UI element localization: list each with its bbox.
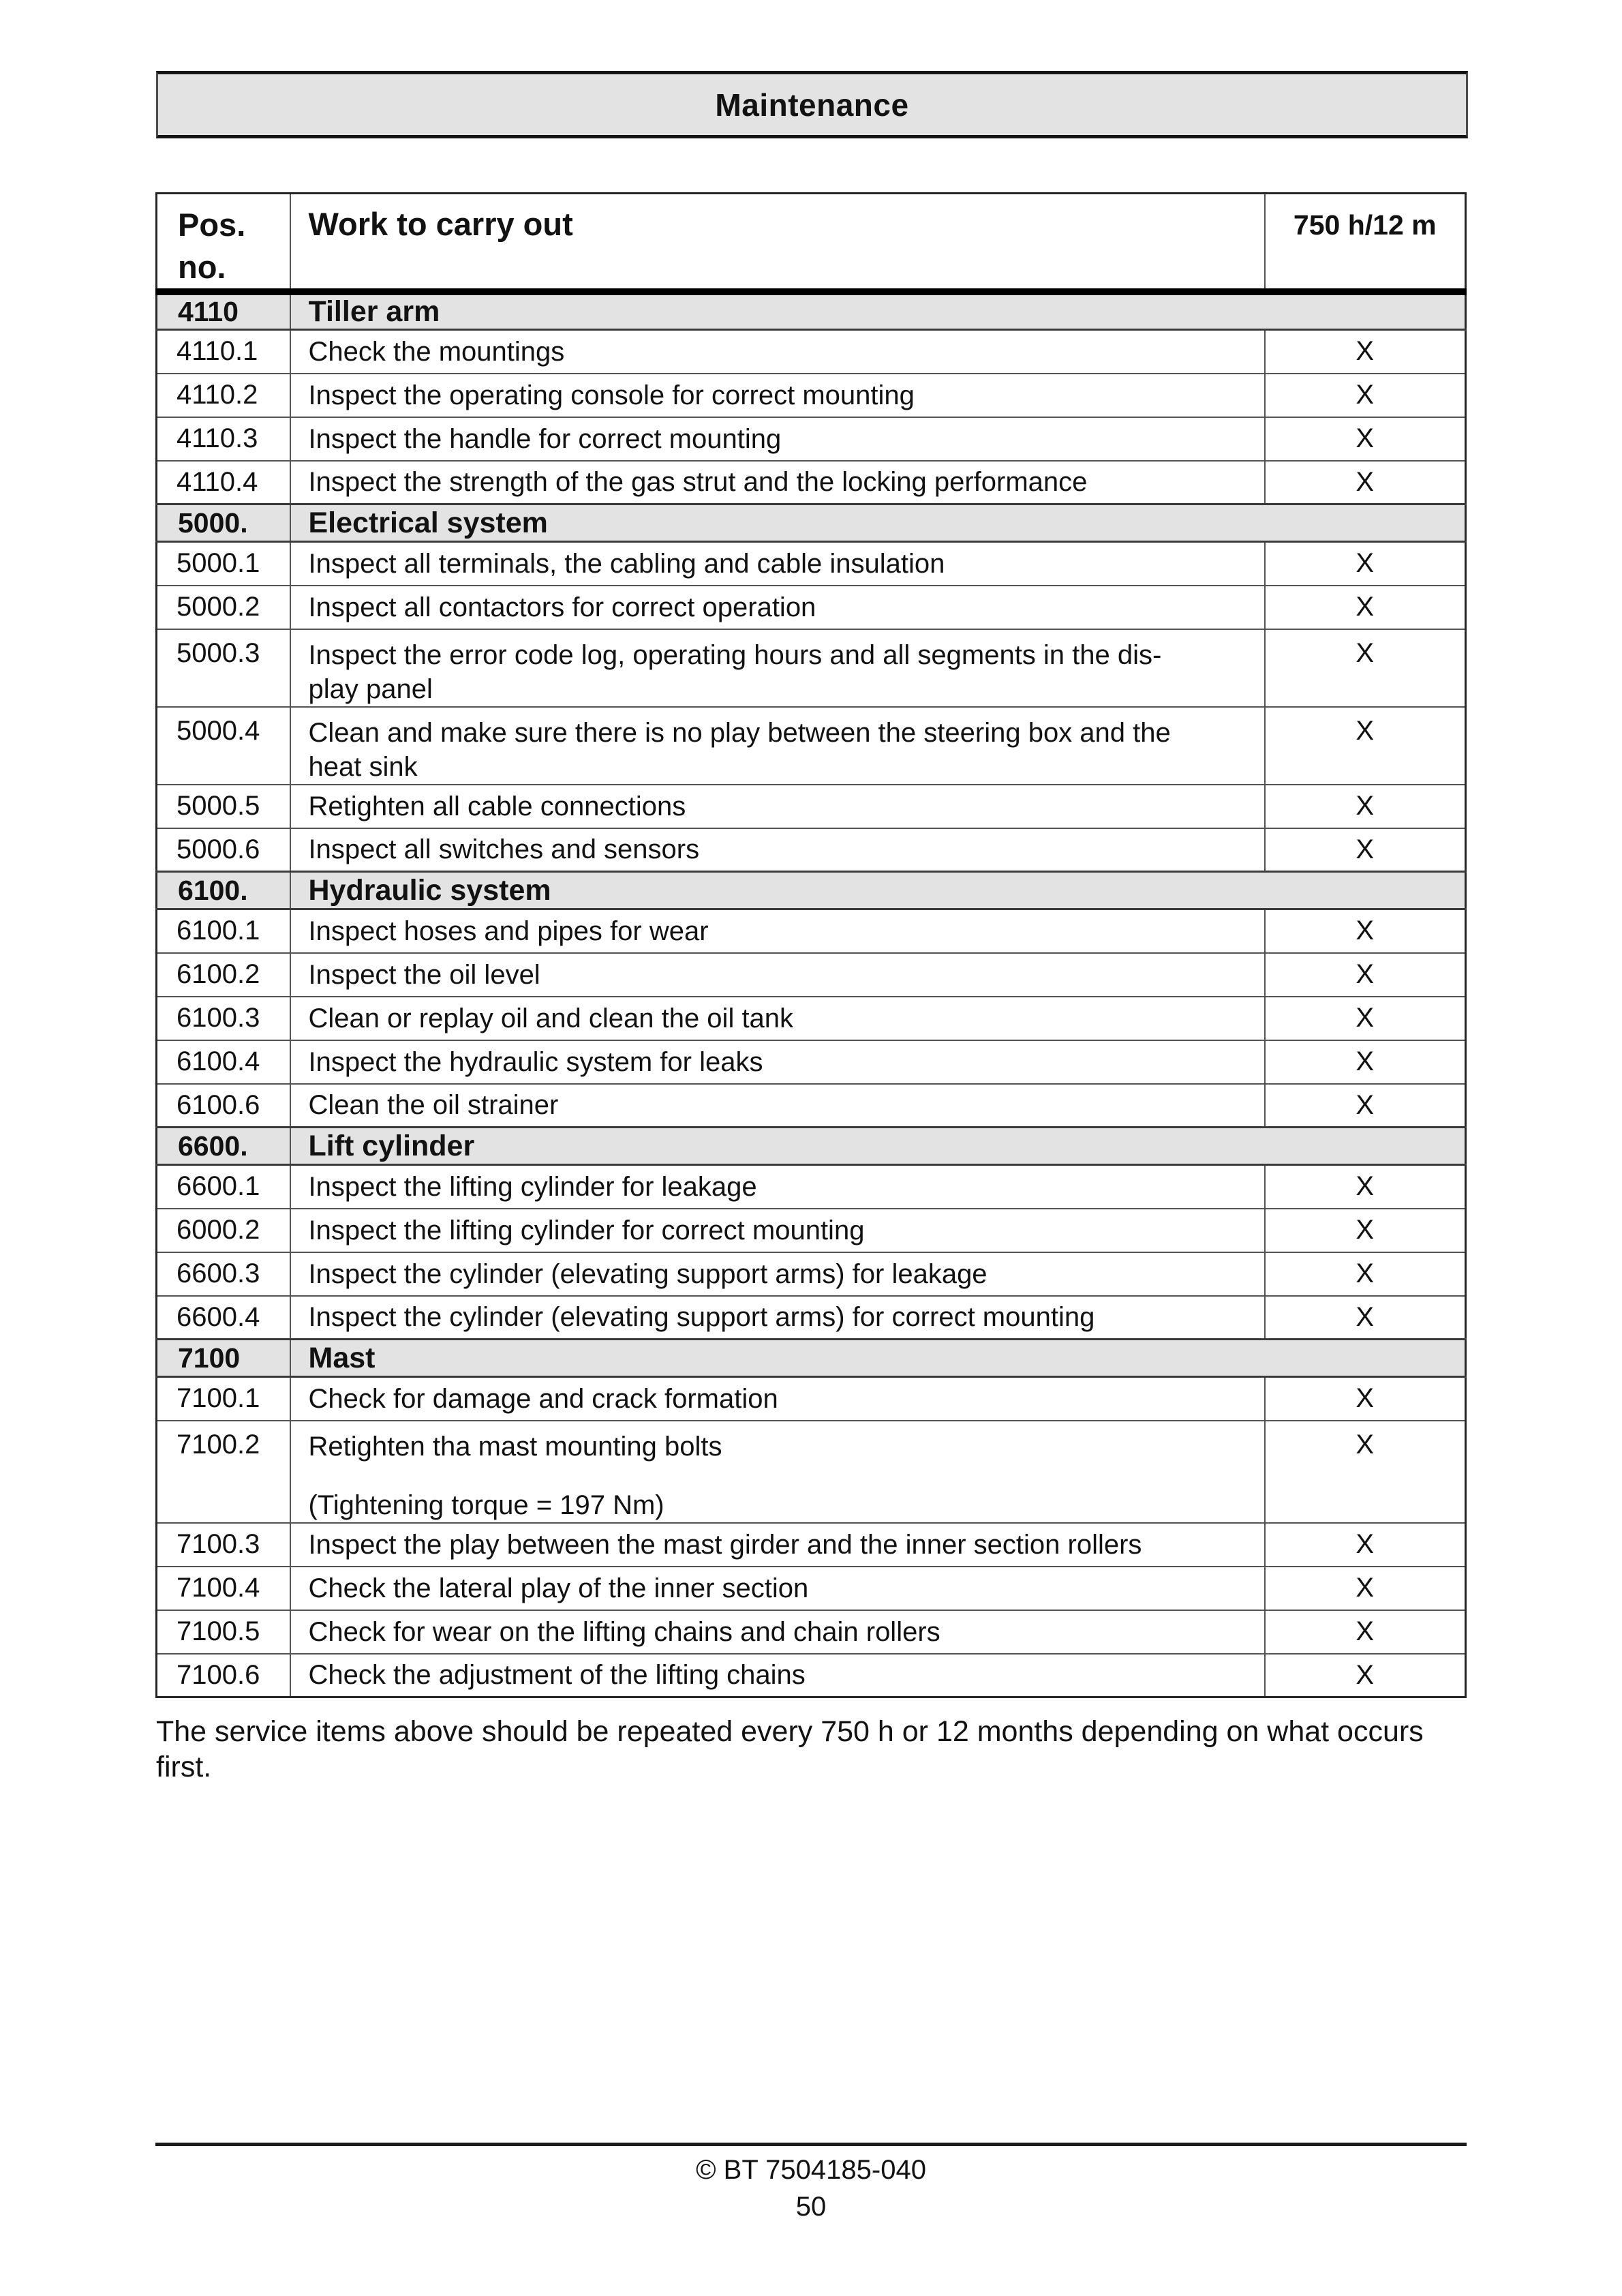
task-row — [157, 1040, 1466, 1084]
footer-copyright: © BT 7504185-040 — [696, 2155, 926, 2185]
task-description: Check the lateral play of the inner section — [290, 1567, 1265, 1610]
section-pos-no: 4110 — [157, 292, 290, 330]
task-pos-no: 7100.3 — [157, 1523, 290, 1567]
task-pos-no: 5000.1 — [157, 542, 290, 586]
task-description-line: Clean and make sure there is no play between the steering box and the — [308, 717, 1171, 748]
column-header-work: Work to carry out — [290, 194, 1265, 292]
task-row — [157, 542, 1466, 586]
task-description: Check the mountings — [290, 330, 1265, 374]
task-pos-no: 5000.2 — [157, 586, 290, 629]
interval-mark: X — [1265, 1421, 1466, 1523]
task-row — [157, 629, 1466, 707]
task-description: Inspect the lifting cylinder for leakage — [290, 1165, 1265, 1209]
table-header-row — [157, 194, 1466, 292]
section-title: Hydraulic system — [290, 872, 1466, 909]
task-description-line: Inspect the error code log, operating hours and all segments in the dis- — [308, 639, 1162, 670]
interval-mark: X — [1265, 461, 1466, 504]
task-description — [290, 707, 1265, 785]
column-header-interval: 750 h/12 m — [1265, 194, 1466, 292]
task-description: Inspect all switches and sensors — [290, 828, 1265, 872]
table-body — [157, 292, 1466, 1697]
task-description: Inspect hoses and pipes for wear — [290, 909, 1265, 953]
task-pos-no: 4110.4 — [157, 461, 290, 504]
task-row — [157, 330, 1466, 374]
page-footer — [155, 2143, 1467, 2222]
interval-mark: X — [1265, 542, 1466, 586]
maintenance-schedule-table — [155, 192, 1467, 1698]
task-description: Check for damage and crack formation — [290, 1377, 1265, 1421]
task-description — [290, 1421, 1265, 1523]
task-description: Inspect all contactors for correct operation — [290, 586, 1265, 629]
task-description-line: heat sink — [308, 751, 418, 782]
interval-mark: X — [1265, 909, 1466, 953]
section-header-row — [157, 504, 1466, 542]
task-pos-no: 6600.4 — [157, 1296, 290, 1340]
task-description: Inspect the strength of the gas strut and the locking performance — [290, 461, 1265, 504]
interval-mark: X — [1265, 586, 1466, 629]
task-row — [157, 1610, 1466, 1654]
task-pos-no: 4110.2 — [157, 374, 290, 417]
task-description: Check the adjustment of the lifting chains — [290, 1654, 1265, 1697]
section-pos-no: 7100 — [157, 1340, 290, 1377]
task-row — [157, 1654, 1466, 1697]
section-title: Electrical system — [290, 504, 1466, 542]
page-title: Maintenance — [715, 87, 909, 123]
task-row — [157, 1084, 1466, 1128]
pos-header-line1: Pos. — [178, 207, 246, 243]
section-title: Tiller arm — [290, 292, 1466, 330]
section-pos-no: 6100. — [157, 872, 290, 909]
task-pos-no: 5000.4 — [157, 707, 290, 785]
task-pos-no: 4110.3 — [157, 417, 290, 461]
interval-mark: X — [1265, 1040, 1466, 1084]
section-header-row — [157, 872, 1466, 909]
interval-mark: X — [1265, 417, 1466, 461]
task-pos-no: 7100.4 — [157, 1567, 290, 1610]
task-row — [157, 1296, 1466, 1340]
interval-mark: X — [1265, 1296, 1466, 1340]
task-description: Check for wear on the lifting chains and chain rollers — [290, 1610, 1265, 1654]
interval-mark: X — [1265, 1252, 1466, 1296]
task-description: Inspect the play between the mast girder and the inner section rollers — [290, 1523, 1265, 1567]
task-row — [157, 417, 1466, 461]
section-pos-no: 6600. — [157, 1128, 290, 1165]
task-row — [157, 997, 1466, 1040]
task-pos-no: 5000.3 — [157, 629, 290, 707]
task-pos-no: 6100.4 — [157, 1040, 290, 1084]
task-pos-no: 6100.1 — [157, 909, 290, 953]
footer-divider — [155, 2143, 1467, 2146]
task-pos-no: 7100.5 — [157, 1610, 290, 1654]
task-row — [157, 1209, 1466, 1252]
task-description: Inspect the lifting cylinder for correct mounting — [290, 1209, 1265, 1252]
interval-mark: X — [1265, 828, 1466, 872]
footnote-text: The service items above should be repeated every 750 h or 12 months depending on what occurs first. — [156, 1715, 1424, 1783]
interval-mark: X — [1265, 707, 1466, 785]
interval-mark: X — [1265, 1610, 1466, 1654]
section-title: Mast — [290, 1340, 1466, 1377]
section-header-row — [157, 1340, 1466, 1377]
interval-mark: X — [1265, 785, 1466, 828]
interval-mark: X — [1265, 953, 1466, 997]
task-row — [157, 1252, 1466, 1296]
task-pos-no: 7100.6 — [157, 1654, 290, 1697]
task-row — [157, 1567, 1466, 1610]
task-pos-no: 4110.1 — [157, 330, 290, 374]
task-row — [157, 1165, 1466, 1209]
page-header-bar — [156, 71, 1468, 138]
task-pos-no: 5000.5 — [157, 785, 290, 828]
task-description-line: Retighten tha mast mounting bolts — [308, 1431, 722, 1462]
task-description: Inspect all terminals, the cabling and cable insulation — [290, 542, 1265, 586]
task-description: Inspect the operating console for correct mounting — [290, 374, 1265, 417]
task-row — [157, 707, 1466, 785]
section-header-row — [157, 292, 1466, 330]
interval-mark: X — [1265, 1567, 1466, 1610]
task-pos-no: 6100.2 — [157, 953, 290, 997]
task-description-line: play panel — [308, 674, 433, 704]
task-pos-no: 6000.2 — [157, 1209, 290, 1252]
task-pos-no: 5000.6 — [157, 828, 290, 872]
task-row — [157, 909, 1466, 953]
task-pos-no: 7100.1 — [157, 1377, 290, 1421]
task-pos-no: 6600.1 — [157, 1165, 290, 1209]
task-row — [157, 953, 1466, 997]
interval-mark: X — [1265, 1084, 1466, 1128]
task-description: Inspect the hydraulic system for leaks — [290, 1040, 1265, 1084]
interval-mark: X — [1265, 374, 1466, 417]
task-description: Inspect the cylinder (elevating support arms) for leakage — [290, 1252, 1265, 1296]
task-row — [157, 1421, 1466, 1523]
task-row — [157, 374, 1466, 417]
task-pos-no: 6100.3 — [157, 997, 290, 1040]
interval-mark: X — [1265, 1165, 1466, 1209]
interval-mark: X — [1265, 1523, 1466, 1567]
task-description: Clean or replay oil and clean the oil tank — [290, 997, 1265, 1040]
interval-mark: X — [1265, 1209, 1466, 1252]
column-header-pos-no — [157, 194, 290, 292]
task-pos-no: 7100.2 — [157, 1421, 290, 1523]
section-pos-no: 5000. — [157, 504, 290, 542]
interval-mark: X — [1265, 330, 1466, 374]
task-description: Retighten all cable connections — [290, 785, 1265, 828]
interval-mark: X — [1265, 1377, 1466, 1421]
section-header-row — [157, 1128, 1466, 1165]
footer-page-number: 50 — [795, 2192, 827, 2222]
task-row — [157, 785, 1466, 828]
task-row — [157, 586, 1466, 629]
task-description-line: (Tightening torque = 197 Nm) — [308, 1490, 664, 1520]
task-description: Clean the oil strainer — [290, 1084, 1265, 1128]
section-title: Lift cylinder — [290, 1128, 1466, 1165]
task-pos-no: 6600.3 — [157, 1252, 290, 1296]
task-description: Inspect the cylinder (elevating support arms) for correct mounting — [290, 1296, 1265, 1340]
table-head — [157, 194, 1466, 292]
task-description: Inspect the handle for correct mounting — [290, 417, 1265, 461]
interval-mark: X — [1265, 1654, 1466, 1697]
task-row — [157, 828, 1466, 872]
pos-header-line2: no. — [178, 249, 226, 285]
task-description — [290, 629, 1265, 707]
interval-mark: X — [1265, 997, 1466, 1040]
task-row — [157, 1377, 1466, 1421]
interval-mark: X — [1265, 629, 1466, 707]
task-description: Inspect the oil level — [290, 953, 1265, 997]
task-pos-no: 6100.6 — [157, 1084, 290, 1128]
task-row — [157, 461, 1466, 504]
task-row — [157, 1523, 1466, 1567]
